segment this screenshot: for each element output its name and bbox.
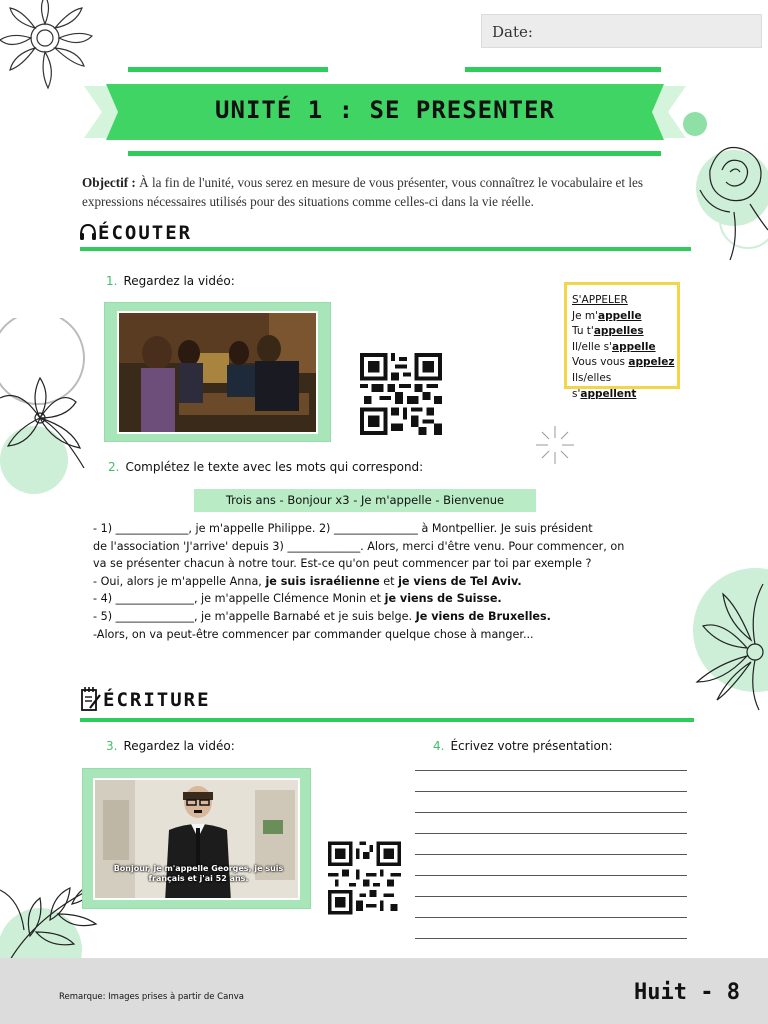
page-number: Huit - 8 xyxy=(634,980,740,1005)
conjugation-row: Ils/elles s'appellent xyxy=(572,371,637,400)
step-1-number: 1. xyxy=(106,274,118,288)
date-label: Date: xyxy=(492,23,533,41)
banner-top-line-right xyxy=(465,67,661,72)
section-rule-write xyxy=(80,718,694,722)
conjugation-row: Vous vous appelez xyxy=(572,356,675,369)
video-1-thumbnail[interactable] xyxy=(117,311,318,434)
section-rule-listen xyxy=(80,247,691,251)
step-1-text: Regardez la vidéo: xyxy=(123,274,235,288)
objective-label: Objectif : xyxy=(82,175,136,190)
word-bank: Trois ans - Bonjour x3 - Je m'appelle - Bienvenue xyxy=(194,489,536,512)
conjugation-row: Je m'appelle xyxy=(572,309,642,322)
writing-line[interactable] xyxy=(415,854,687,855)
writing-line[interactable] xyxy=(415,875,687,876)
sparkle-decoration xyxy=(534,424,576,466)
dialogue-line: va se présenter chacun à notre tour. Est-ce qu'on peut commencer par toi par exemple ? xyxy=(93,557,592,571)
qr-code-2[interactable] xyxy=(328,841,401,915)
page-footer xyxy=(0,958,768,1024)
step-3-number: 3. xyxy=(106,739,118,753)
date-field[interactable] xyxy=(481,14,762,48)
writing-line[interactable] xyxy=(415,896,687,897)
conjugation-title: S'APPELER xyxy=(572,294,628,306)
leaf-flower-right-decoration xyxy=(693,560,768,720)
qr-code-1[interactable] xyxy=(360,352,442,436)
writing-line[interactable] xyxy=(415,770,687,771)
page-title: UNITÉ 1 : SE PRESENTER xyxy=(215,96,555,124)
step-4-text: Écrivez votre présentation: xyxy=(450,739,613,753)
writing-line[interactable] xyxy=(415,917,687,918)
banner-bottom-line xyxy=(128,151,661,156)
writing-line[interactable] xyxy=(415,812,687,813)
objective-paragraph xyxy=(82,173,682,211)
dialogue-line: - 4) ______________, je m'appelle Clémence Monin et je viens de Suisse. xyxy=(93,592,502,606)
step-1 xyxy=(106,274,235,288)
step-2-text: Complétez le texte avec les mots qui correspond: xyxy=(125,460,424,474)
step-3 xyxy=(106,739,235,753)
banner-top-line-left xyxy=(128,67,328,72)
step-2 xyxy=(108,460,423,474)
conjugation-row: Il/elle s'appelle xyxy=(572,340,656,353)
step-4-number: 4. xyxy=(433,739,445,753)
section-title-listen: ÉCOUTER xyxy=(98,222,193,244)
section-title-write: ÉCRITURE xyxy=(103,689,211,711)
video-2-caption-line: français et j'ai 52 ans. xyxy=(148,874,249,883)
video-2-caption-line: Bonjour, je m'appelle Georges, je suis xyxy=(113,864,284,873)
dialogue-line: - Oui, alors je m'appelle Anna, je suis israélienne et je viens de Tel Aviv. xyxy=(93,574,522,588)
video-2-thumbnail[interactable] xyxy=(93,778,300,900)
step-2-number: 2. xyxy=(108,460,120,474)
writing-line[interactable] xyxy=(415,938,687,939)
rose-right-decoration xyxy=(690,120,768,270)
title-banner xyxy=(84,84,686,140)
dialogue-line: - 1) _____________, je m'appelle Philippe. 2) _______________ à Montpellier. Je suis président xyxy=(93,522,593,535)
dialogue-text xyxy=(93,520,693,643)
writing-line[interactable] xyxy=(415,791,687,792)
writing-line[interactable] xyxy=(415,833,687,834)
green-dot-decoration xyxy=(683,112,707,136)
notepad-pencil-icon xyxy=(80,686,102,712)
conjugation-row: Tu t'appelles xyxy=(572,325,644,338)
conjugation-box xyxy=(564,282,680,400)
footer-note: Remarque: Images prises à partir de Canva xyxy=(59,992,244,1002)
dialogue-line: -Alors, on va peut-être commencer par commander quelque chose à manger... xyxy=(93,627,534,641)
video-2-caption xyxy=(95,864,300,884)
hibiscus-left-decoration xyxy=(0,318,95,498)
dialogue-line: - 5) ______________, je m'appelle Barnabé et je suis belge. Je viens de Bruxelles. xyxy=(93,609,551,623)
step-3-text: Regardez la vidéo: xyxy=(123,739,235,753)
step-4 xyxy=(433,739,613,753)
headphones-icon xyxy=(78,222,98,242)
dialogue-line: de l'association 'J'arrive' depuis 3) _____________. Alors, merci d'être venu. Pour commencer, on xyxy=(93,539,625,553)
objective-text: À la fin de l'unité, vous serez en mesure de vous présenter, vous connaîtrez le vocabulaire et les expressions nécessaires utilisés pour des situations comme celles-ci dans la vie réelle. xyxy=(82,175,644,209)
